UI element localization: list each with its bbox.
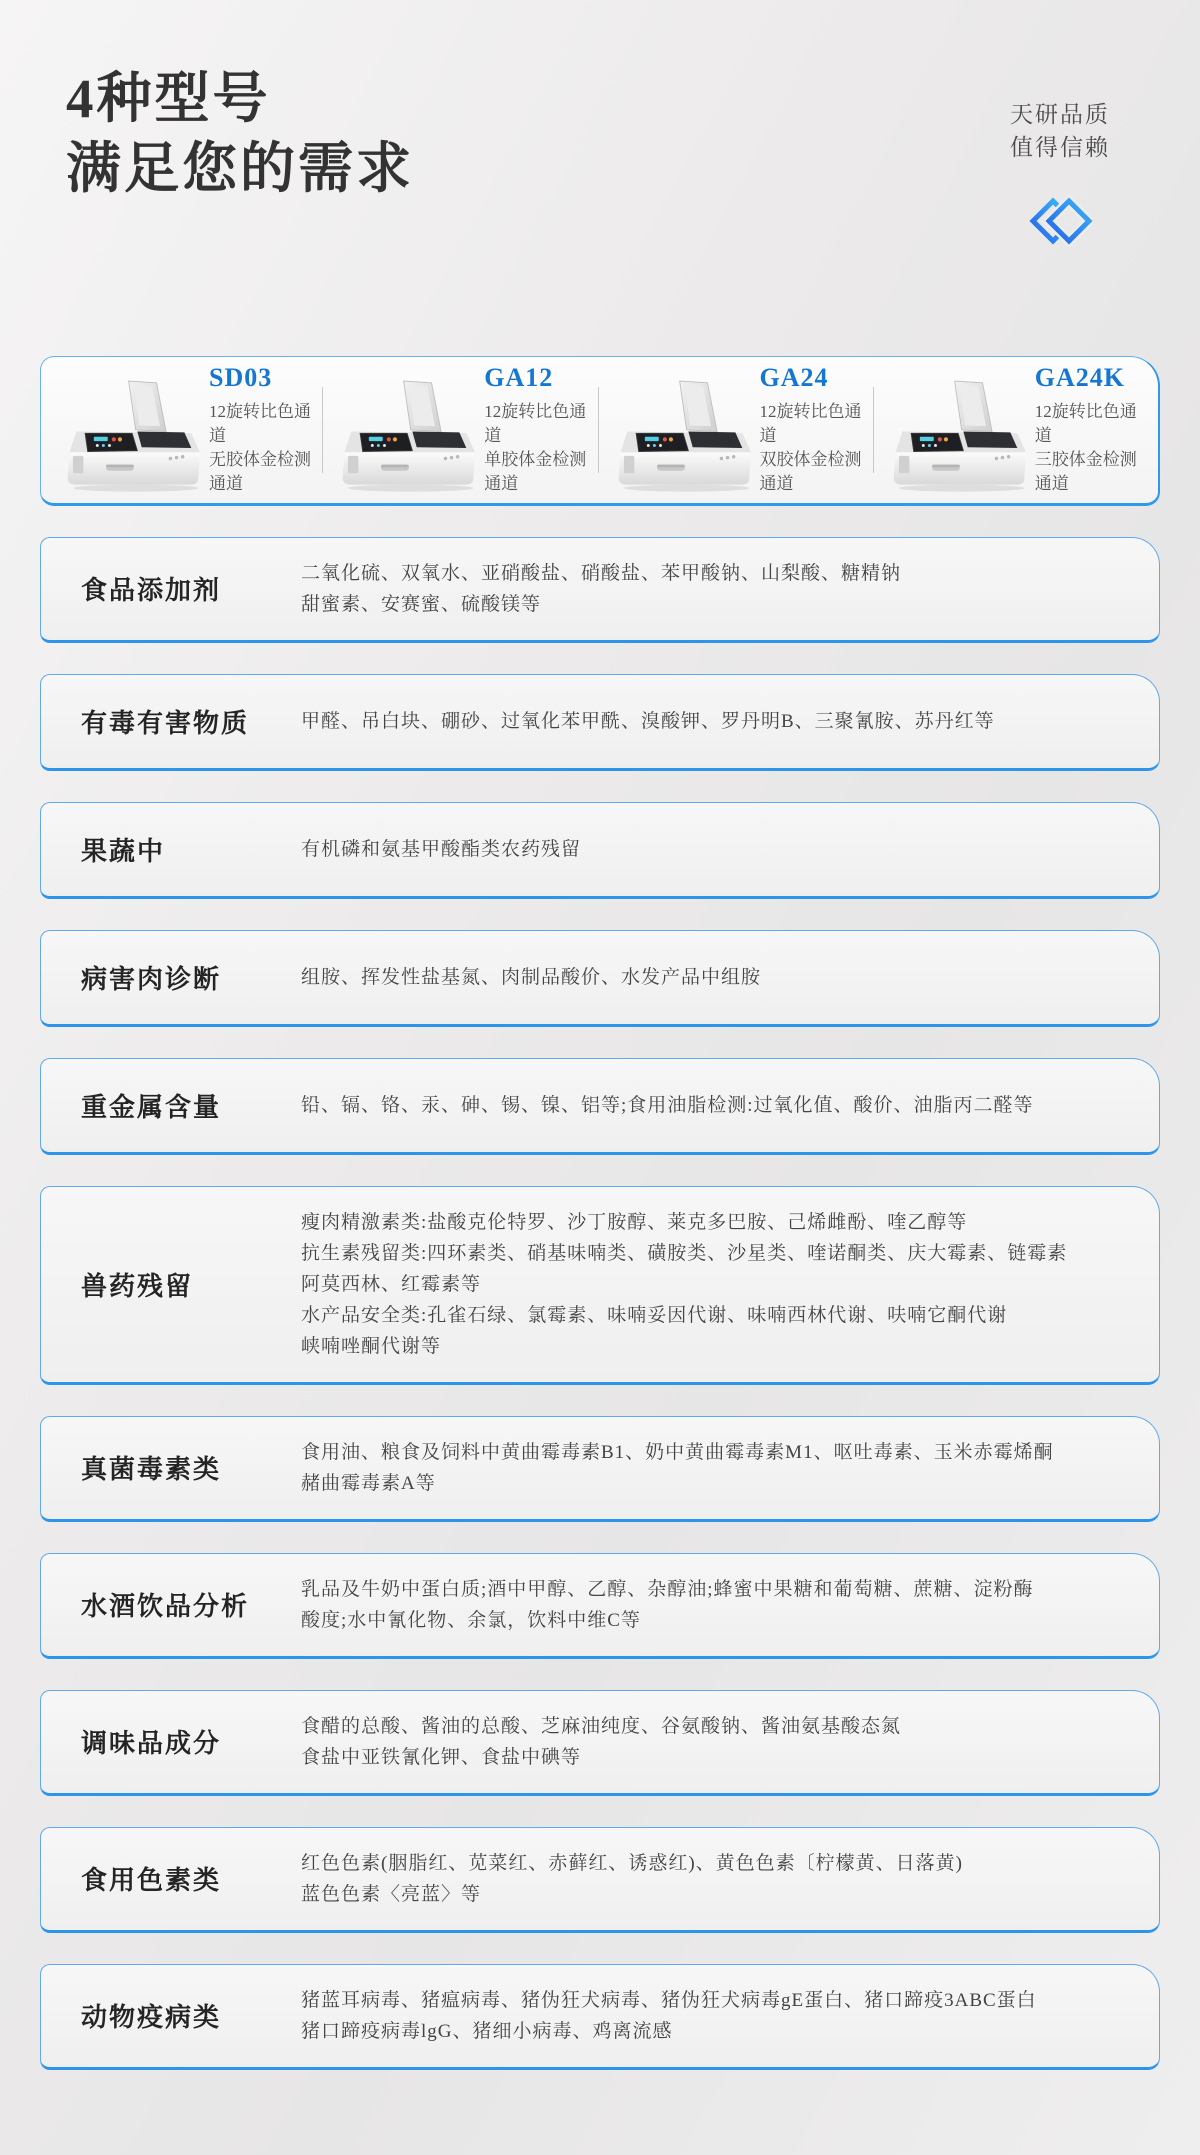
category-content — [301, 1207, 1139, 1362]
device-image — [885, 376, 1033, 494]
model-spec-line2: 三胶体金检测通道 — [1034, 450, 1137, 494]
model-spec-line2: 双胶体金检测通道 — [759, 450, 862, 494]
category-line: 峡喃唑酮代谢等 — [301, 1335, 442, 1357]
category-title: 水酒饮品分析 — [81, 1592, 250, 1622]
model-name: SD03 — [209, 363, 273, 393]
category-row-fruits-vegetables — [40, 802, 1160, 899]
model-spec-line2: 单胶体金检测通道 — [484, 450, 587, 494]
models-card — [40, 356, 1160, 506]
category-content — [301, 1574, 1139, 1636]
category-title: 重金属含量 — [81, 1092, 222, 1122]
category-content — [301, 558, 1139, 620]
device-image — [59, 376, 207, 494]
category-row-food-colorants — [40, 1827, 1160, 1933]
category-title: 调味品成分 — [81, 1729, 222, 1759]
model-cell-ga24k — [875, 357, 1150, 503]
category-line: 酸度;水中氰化物、余氯，饮料中维C等 — [301, 1609, 641, 1631]
category-title: 真菌毒素类 — [81, 1455, 222, 1485]
model-info — [209, 363, 324, 496]
category-line: 甜蜜素、安赛蜜、硫酸镁等 — [301, 593, 542, 615]
category-line: 猪蓝耳病毒、猪瘟病毒、猪伪狂犬病毒、猪伪狂犬病毒gE蛋白、猪口蹄疫3ABC蛋白 — [301, 1989, 1037, 2011]
category-title: 食用色素类 — [81, 1866, 222, 1896]
category-title: 有毒有害物质 — [81, 708, 250, 738]
category-line: 瘦肉精激素类:盐酸克伦特罗、沙丁胺醇、莱克多巴胺、己烯雌酚、喹乙醇等 — [301, 1211, 968, 1233]
brand-slogan-line1: 天研品质 — [1010, 102, 1110, 127]
page-title-line1: 4种型号 — [66, 68, 271, 129]
category-title: 兽药残留 — [81, 1271, 194, 1301]
category-line: 食醋的总酸、酱油的总酸、芝麻油纯度、谷氨酸钠、酱油氨基酸态氮 — [301, 1715, 902, 1737]
category-title: 食品添加剂 — [81, 576, 222, 606]
category-content — [301, 962, 1139, 993]
category-row-heavy-metals — [40, 1058, 1160, 1155]
page-title-line2: 满足您的需求 — [66, 137, 415, 199]
model-cell-ga24 — [600, 357, 875, 503]
category-line: 组胺、挥发性盐基氮、肉制品酸价、水发产品中组胺 — [301, 966, 762, 988]
device-image — [334, 376, 482, 494]
model-name: GA24 — [759, 363, 829, 393]
model-name: GA24K — [1034, 363, 1125, 393]
category-line: 蓝色色素〈亮蓝〉等 — [301, 1883, 482, 1905]
category-content — [301, 1090, 1139, 1121]
model-cell-sd03 — [49, 357, 324, 503]
category-line: 铅、镉、铬、汞、砷、锡、镍、铝等;食用油脂检测:过氧化值、酸价、油脂丙二醛等 — [301, 1094, 1034, 1116]
category-line: 赭曲霉毒素A等 — [301, 1472, 436, 1494]
device-image — [610, 376, 758, 494]
category-row-toxic-substances — [40, 674, 1160, 771]
category-line: 二氧化硫、双氧水、亚硝酸盐、硝酸盐、苯甲酸钠、山梨酸、糖精钠 — [301, 562, 902, 584]
category-title: 动物疫病类 — [81, 2003, 222, 2033]
model-info — [484, 363, 599, 496]
category-content — [301, 1985, 1139, 2047]
brand-slogan-line2: 值得信赖 — [1010, 135, 1110, 161]
category-row-animal-diseases — [40, 1964, 1160, 2070]
category-row-food-additives — [40, 537, 1160, 643]
model-spec-line2: 无胶体金检测通道 — [209, 450, 311, 494]
model-cell-ga12 — [324, 357, 599, 503]
model-spec-line1: 12旋转比色通道 — [1034, 402, 1137, 446]
category-content — [301, 1848, 1139, 1910]
category-content — [301, 706, 1139, 737]
category-row-condiments — [40, 1690, 1160, 1796]
category-row-veterinary-drugs — [40, 1186, 1160, 1385]
category-content — [301, 834, 1139, 865]
category-content — [301, 1437, 1139, 1499]
category-row-beverage-analysis — [40, 1553, 1160, 1659]
category-line: 红色色素(胭脂红、苋菜红、赤藓红、诱惑红)、黄色色素〔柠檬黄、日落黄) — [301, 1852, 963, 1874]
category-title: 病害肉诊断 — [81, 964, 222, 994]
model-spec-line1: 12旋转比色通道 — [759, 402, 862, 446]
category-row-mycotoxins — [40, 1416, 1160, 1522]
category-row-diseased-meat — [40, 930, 1160, 1027]
category-line: 抗生素残留类:四环素类、硝基味喃类、磺胺类、沙星类、喹诺酮类、庆大霉素、链霉素 — [301, 1242, 1068, 1264]
category-line: 甲醛、吊白块、硼砂、过氧化苯甲酰、溴酸钾、罗丹明B、三聚氰胺、苏丹红等 — [301, 710, 995, 732]
category-line: 食用油、粮食及饲料中黄曲霉毒素B1、奶中黄曲霉毒素M1、呕吐毒素、玉米赤霉烯酮 — [301, 1441, 1054, 1463]
model-info — [760, 363, 875, 496]
category-line: 水产品安全类:孔雀石绿、氯霉素、味喃妥因代谢、味喃西林代谢、呋喃它酮代谢 — [301, 1304, 1008, 1326]
brand-block — [960, 98, 1160, 247]
category-line: 有机磷和氨基甲酸酯类农药残留 — [301, 838, 582, 860]
model-name: GA12 — [484, 363, 554, 393]
category-line: 阿莫西林、红霉素等 — [301, 1273, 482, 1295]
category-line: 猪口蹄疫病毒lgG、猪细小病毒、鸡离流感 — [301, 2020, 673, 2042]
category-line: 食盐中亚铁氰化钾、食盐中碘等 — [301, 1746, 582, 1768]
model-info — [1035, 363, 1150, 496]
category-content — [301, 1711, 1139, 1773]
header — [0, 0, 1200, 204]
model-spec-line1: 12旋转比色通道 — [209, 402, 311, 446]
category-line: 乳品及牛奶中蛋白质;酒中甲醇、乙醇、杂醇油;蜂蜜中果糖和葡萄糖、蔗糖、淀粉酶 — [301, 1578, 1034, 1600]
double-diamond-logo-icon — [1027, 195, 1093, 247]
model-spec-line1: 12旋转比色通道 — [484, 402, 587, 446]
category-title: 果蔬中 — [81, 836, 166, 866]
